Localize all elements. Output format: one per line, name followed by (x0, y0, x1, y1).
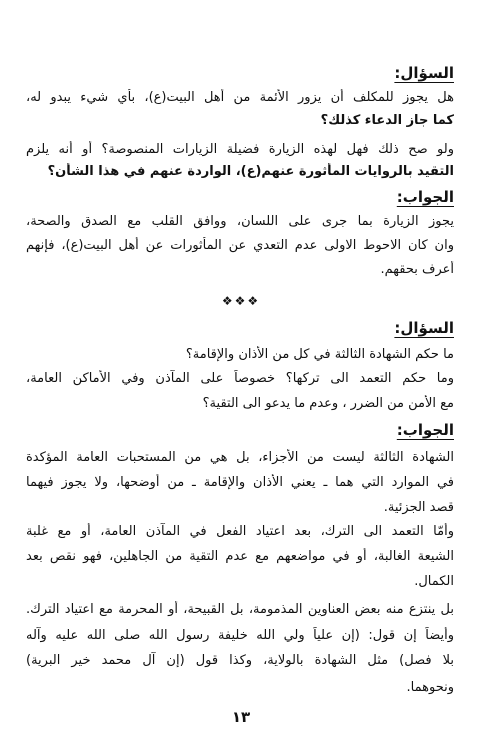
answer-2-line-1: الشهادة الثالثة ليست من الأجزاء، بل هي من المستحبات العامة المؤكدة (26, 450, 454, 465)
answer-1-line-3: أعرف بحقهم. (380, 262, 454, 277)
answer-2-line-10: ونحوهما. (406, 680, 454, 695)
answer-2-line-8: وأيضاً إن قول: (إن علياً ولي الله خليفة رسول الله صلى الله عليه وآله (26, 628, 454, 643)
answer-heading-1: الجواب: (396, 188, 454, 206)
answer-2-line-2: في الموارد التي هما ـ يعني الأذان والإقامة ـ من أوضحها، ولا يجوز فيهما (26, 475, 454, 490)
section-separator: ❖❖❖ (221, 294, 261, 308)
question-2-line-2: وما حكم التعمد الى تركها؟ خصوصاً على المآذن وفي الأماكن العامة، (26, 371, 454, 386)
answer-2-line-3: قصد الجزئية. (383, 500, 454, 515)
question-heading-2: السؤال: (394, 319, 454, 337)
question-2-line-1: ما حكم الشهادة الثالثة في كل من الأذان والإقامة؟ (185, 347, 454, 362)
answer-2-line-5: الشيعة الغالبة، أو في مواضعهم مع عدم التقية من الجاهلين، فهو نقص بعد (26, 549, 454, 564)
answer-1-line-1: يجوز الزيارة بما جرى على اللسان، ووافق القلب مع الصدق والصحة، (26, 214, 454, 229)
answer-1-line-2: وان كان الاحوط الاولى عدم التعدي عن المأثورات عن أهل البيت(ع)، فإنهم (26, 238, 454, 253)
question-1-line-2: كما جاز الدعاء كذلك؟ (320, 113, 454, 128)
question-1-line-3: ولو صح ذلك فهل لهذه الزيارة فضيلة الزيارات المنصوصة؟ أو أنه يلزم (26, 142, 454, 157)
question-1-line-4: التقيد بالروايات المأثورة عنهم(ع)، الواردة عنهم في هذا الشأن؟ (47, 164, 454, 179)
question-1-line-1: هل يجوز للمكلف أن يزور الأئمة من أهل البيت(ع)، بأي شيء يبدو له، (26, 90, 454, 105)
answer-2-line-6: الكمال. (414, 574, 454, 589)
page-number: ١٣ (231, 708, 251, 726)
answer-2-line-7: بل ينتزع منه بعض العناوين المذمومة، بل القبيحة، أو المحرمة مع اعتياد الترك. (26, 602, 454, 617)
answer-2-line-9: بلا فصل) مثل الشهادة بالولاية، وكذا قول (إن آل محمد خير البرية) (26, 653, 454, 668)
question-heading-1: السؤال: (394, 64, 454, 82)
answer-2-line-4: وأمّا التعمد الى الترك، بعد اعتياد الفعل في المآذن العامة، أو مع غلبة (26, 524, 454, 539)
question-2-line-3: مع الأمن من الضرر ، وعدم ما يدعو الى التقية؟ (202, 396, 454, 411)
answer-heading-2: الجواب: (396, 421, 454, 439)
